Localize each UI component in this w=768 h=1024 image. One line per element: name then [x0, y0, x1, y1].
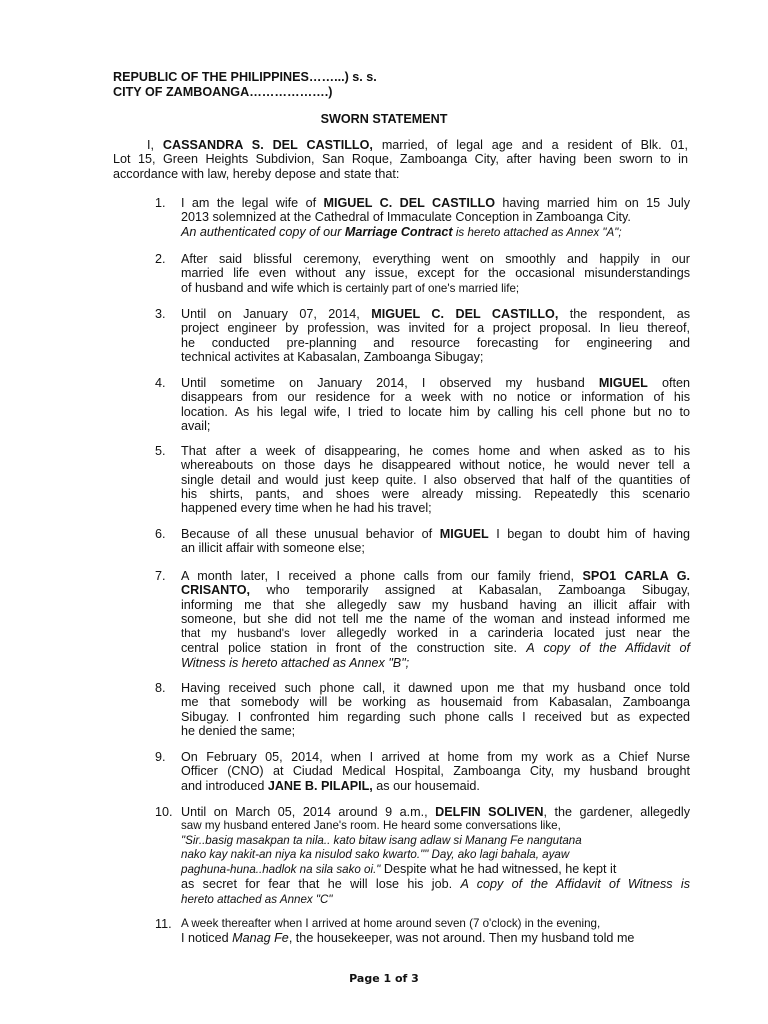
statement-item: 6. Because of all these unusual behavior of MIGUEL I began to doubt him of having an illicit affair with someone else;: [155, 527, 691, 556]
statement-item: 5. That after a week of disappearing, he comes home and when asked as to his whereabouts on those days he disappeared without notice, he would never tell a single detail and would just keep quite. I also observed that half of the quantities of his shirts, pants, and shoes were already missing. Repeatedly this scenario happened every time when he had his travel;: [155, 444, 690, 516]
intro-paragraph: I, CASSANDRA S. DEL CASTILLO, married, of legal age and a resident of Blk. 01, Lot 15, Green Heights Subdivion, San Roque, Zamboanga City, after having been sworn to in accordance with law, hereby depose and state that:: [113, 138, 689, 181]
statement-item: 8. Having received such phone call, it dawned upon me that my husband once told me that somebody will be working as housemaid from Kabasalan, Zamboanga Sibugay. I confronted him regarding such phone calls I received but as expected he denied the same;: [155, 681, 690, 738]
page-number: Page 1 of 3: [349, 972, 419, 985]
statement-item: 4. Until sometime on January 2014, I observed my husband MIGUEL often disappears from our residence for a week with no notice or information of his location. As his legal wife, I tried to locate him by calling his cell phone but no to avail;: [155, 376, 691, 433]
header-city: CITY OF ZAMBOANGA……………….): [113, 85, 333, 99]
affiant-name: CASSANDRA S. DEL CASTILLO,: [162, 138, 373, 152]
statement-item: 9. On February 05, 2014, when I arrived at home from my work as a Chief Nurse Officer (CNO) at Ciudad Medical Hospital, Zamboanga City, my husband brought and introduced JANE B. PILAPIL, as our housemaid.: [155, 750, 690, 793]
statement-item: 11. A week thereafter when I arrived at home around seven (7 o'clock) in the evening, I noticed Manag Fe, the housekeeper, was not around. Then my husband told me: [155, 917, 635, 946]
document-title: SWORN STATEMENT: [320, 112, 448, 126]
statement-item: 3. Until on January 07, 2014, MIGUEL C. DEL CASTILLO, the respondent, as project engineer by profession, was invited for a project proposal. In lieu thereof, he conducted pre-planning and resource forecasting for engineering and technical activites at Kabasalan, Zamboanga Sibugay;: [155, 307, 690, 364]
statement-item: 2. After said blissful ceremony, everything went on smoothly and happily in our married life even without any issue, except for the occasional misunderstandings of husband and wife which is certainly part of one's married life;: [155, 252, 690, 295]
statement-item: 7. A month later, I received a phone calls from our family friend, SPO1 CARLA G. CRISANTO, who temporarily assigned at Kabasalan, Zamboanga Sibugay, informing me that she allegedly saw my husband having an illicit affair with someone, but she did not tell me the name of the woman and instead informed me that my husband's lover allegedly worked in a carinderia located just near the central police station in front of the construction site. A copy of the Affidavit of Witness is hereto attached as Annex "B";: [155, 569, 690, 670]
statement-item: 1. I am the legal wife of MIGUEL C. DEL CASTILLO having married him on 15 July 2013 solemnized at the Cathedral of Immaculate Conception in Zamboanga City. An authenticated copy of our Marriage Contract is hereto attached as Annex "A";: [155, 196, 691, 239]
statement-item: 10. Until on March 05, 2014 around 9 a.m., DELFIN SOLIVEN, the gardener, allegedly saw my husband entered Jane's room. He heard some conversations like, "Sir..basig masakpan ta nila.. kato bitaw isang adlaw si Manang Fe nangutana nako kay nakit-an niya ka nisulod sako kwarto."" Day, ako lagi bahala, ayaw paghuna-huna..hadlok na sila sako oi." Despite what he had witnessed, he kept it as secret for fear that he will lose his job. A copy of the Affidavit of Witness is hereto attached as Annex "C": [155, 805, 691, 906]
header-republic: REPUBLIC OF THE PHILIPPINES……...) s. s.: [113, 70, 377, 84]
